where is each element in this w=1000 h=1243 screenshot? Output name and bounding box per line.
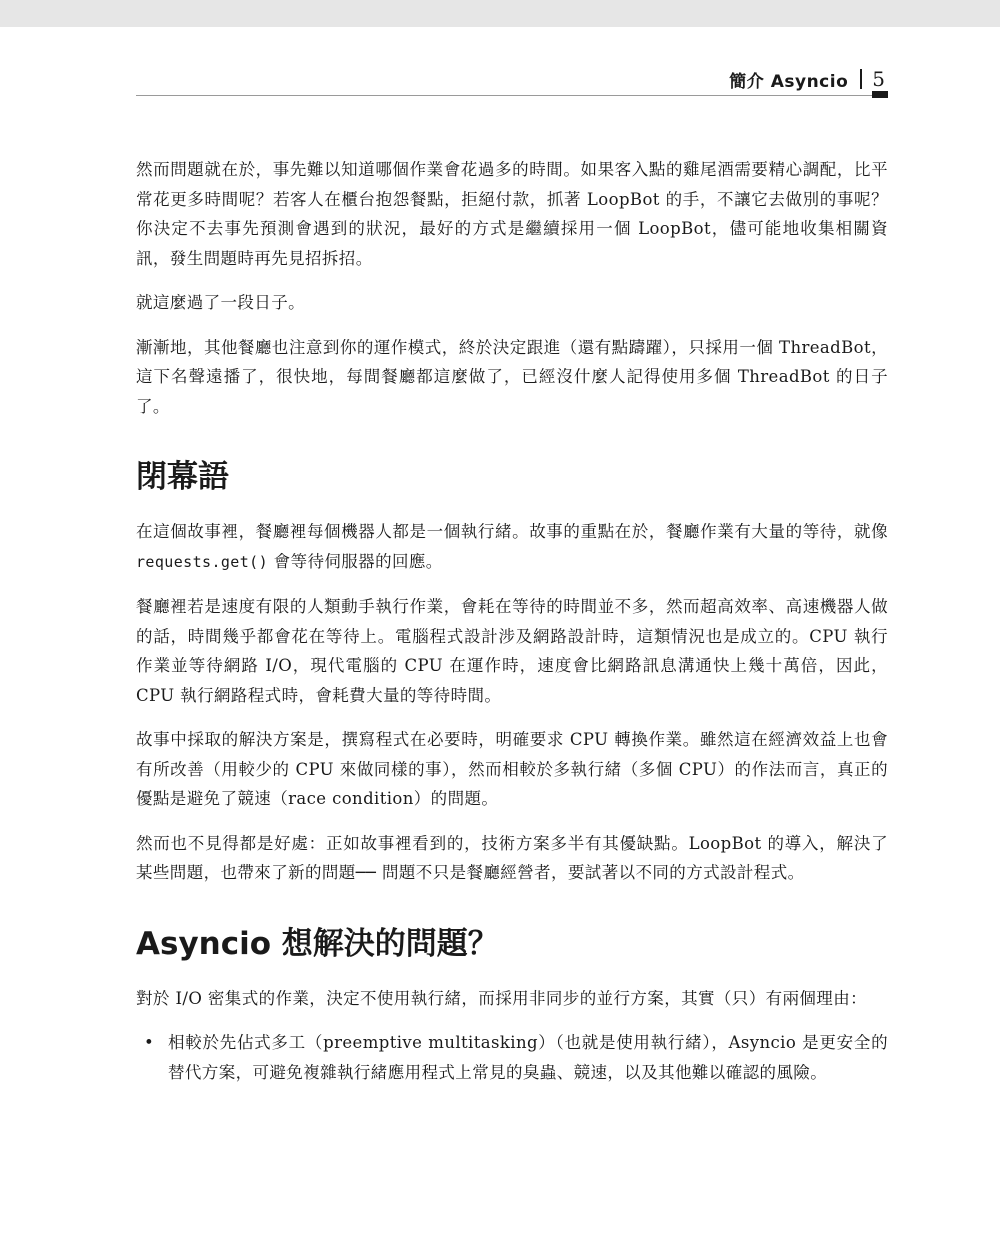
- paragraph: 餐廳裡若是速度有限的人類動手執行作業，會耗在等待的時間並不多，然而超高效率、高速機器人做的話，時間幾乎都會花在等待上。電腦程式設計涉及網路設計時，這類情況也是成立的。CPU 執行作業並等待網路 I/O，現代電腦的 CPU 在運作時，速度會比網路訊息溝通快上幾十萬倍，因此，CPU 執行網路程式時，會耗費大量的等待時間。: [136, 597, 888, 705]
- header-rule: [136, 95, 886, 96]
- page-number: 5: [872, 67, 885, 91]
- section-heading: Asyncio 想解決的問題？: [136, 925, 499, 962]
- header-separator: [860, 69, 862, 89]
- corner-mark: [872, 91, 888, 98]
- paragraph-text: 在這個故事裡，餐廳裡每個機器人都是一個執行緒。故事的重點在於，餐廳作業有大量的等待，就像: [136, 522, 888, 541]
- list-item: [136, 1028, 888, 1087]
- paragraph: [136, 517, 888, 577]
- paragraph-text: 會等待伺服器的回應。: [268, 551, 443, 571]
- section-heading: 閉幕語: [136, 459, 229, 495]
- inline-code: requests.get(): [136, 552, 269, 571]
- paragraph: 故事中採取的解決方案是，撰寫程式在必要時，明確要求 CPU 轉換作業。雖然這在經濟效益上也會有所改善（用較少的 CPU 來做同樣的事），然而相較於多執行緒（多個 CPU）的作法而言，真正的優點是避免了競速（race condition）的問題。: [136, 730, 888, 808]
- list-item-text: 相較於先佔式多工（preemptive multitasking）（也就是使用執行緒），Asyncio 是更安全的替代方案，可避免複雜執行緒應用程式上常見的臭蟲、競速，以及其他難以確認的風險。: [168, 1033, 888, 1082]
- top-strip: [0, 0, 1000, 27]
- bullet-icon: •: [144, 1033, 155, 1052]
- bullet-list: [136, 1028, 888, 1087]
- paragraph: 然而問題就在於，事先難以知道哪個作業會花過多的時間。如果客入點的雞尾酒需要精心調配，比平常花更多時間呢？若客人在櫃台抱怨餐點，拒絕付款，抓著 LoopBot 的手，不讓它去做別的事呢？你決定不去事先預測會遇到的狀況，最好的方式是繼續採用一個 LoopBot，儘可能地收集相關資訊，發生問題時再先見招拆招。: [136, 160, 888, 268]
- paragraph: 漸漸地，其他餐廳也注意到你的運作模式，終於決定跟進（還有點躊躍），只採用一個 ThreadBot，這下名聲遠播了，很快地，每間餐廳都這麼做了，已經沒什麼人記得使用多個 ThreadBot 的日子了。: [136, 337, 888, 416]
- paragraph: 然而也不見得都是好處：正如故事裡看到的，技術方案多半有其優缺點。LoopBot 的導入，解決了某些問題，也帶來了新的問題── 問題不只是餐廳經營者，要試著以不同的方式設計程式。: [136, 833, 888, 882]
- chapter-label: 簡介 Asyncio: [729, 71, 849, 92]
- running-head: [729, 64, 885, 94]
- paragraph: 對於 I/O 密集式的作業，決定不使用執行緒，而採用非同步的並行方案，其實（只）有兩個理由：: [136, 988, 867, 1008]
- paragraph: 就這麼過了一段日子。: [136, 293, 305, 312]
- page-content: [136, 155, 888, 1087]
